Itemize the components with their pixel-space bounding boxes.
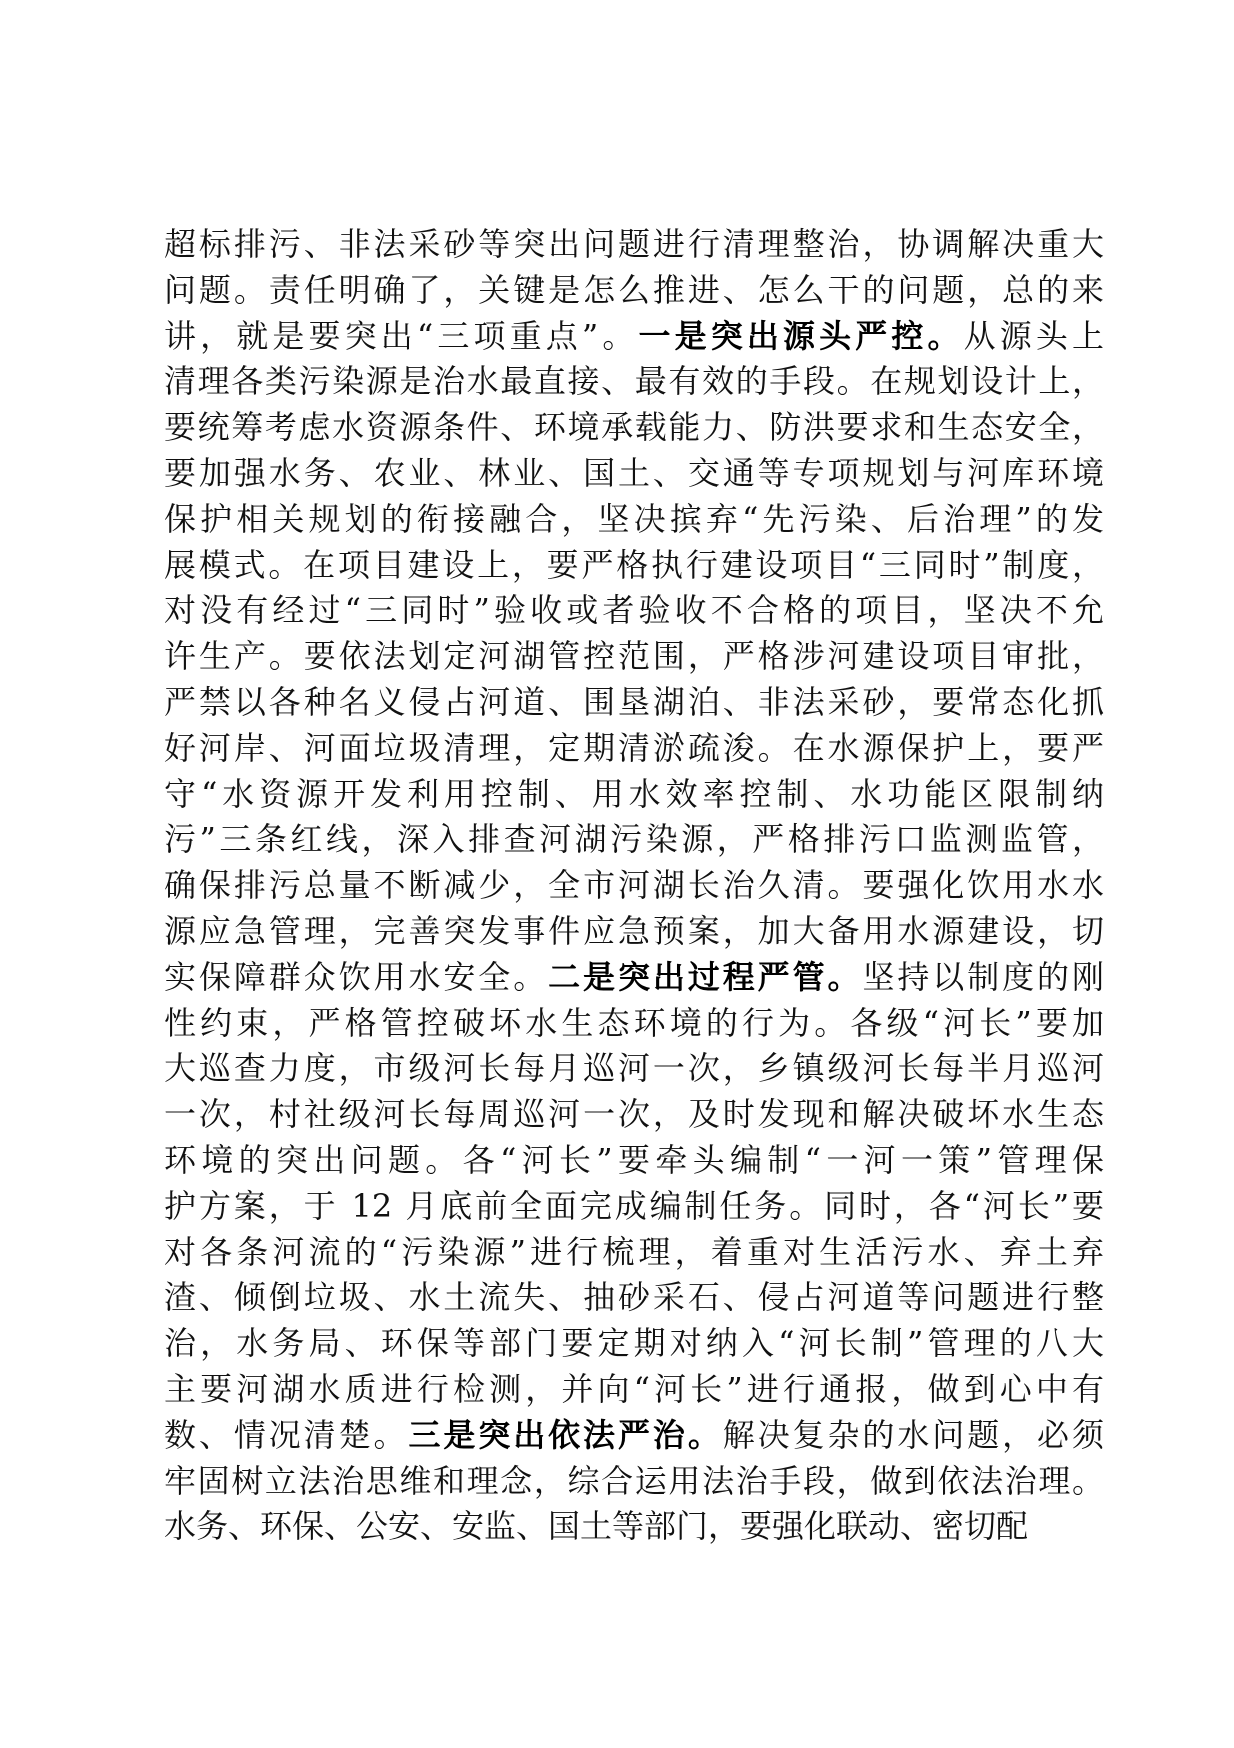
- text-run: 对各条河流的“污染源”进行梳理，着重对生活污水、弃土弃: [164, 1232, 1104, 1271]
- text-line: [164, 863, 1104, 909]
- text-run: 讲，就是要突出“三项重点”。: [164, 316, 639, 355]
- text-line: [164, 955, 1104, 1001]
- text-line: [164, 772, 1104, 818]
- text-line: [164, 1184, 1104, 1230]
- text-run: 护方案，于 12 月底前全面完成编制任务。同时，各“河长”要: [164, 1186, 1104, 1225]
- text-run: 问题。责任明确了，关键是怎么推进、怎么干的问题，总的来: [164, 270, 1104, 309]
- text-line: [164, 451, 1104, 497]
- text-run: 一次，村社级河长每周巡河一次，及时发现和解决破坏水生态: [164, 1095, 1104, 1134]
- text-line: [164, 543, 1104, 589]
- text-run: 严禁以各种名义侵占河道、围垦湖泊、非法采砂，要常态化抓: [164, 682, 1104, 721]
- text-line: [164, 314, 1104, 360]
- text-run: 要统筹考虑水资源条件、环境承载能力、防洪要求和生态安全，: [164, 408, 1104, 447]
- bold-heading: 一是突出源头严控。: [638, 316, 964, 355]
- text-line: [164, 1504, 1104, 1550]
- text-line: [164, 1001, 1104, 1047]
- text-line: [164, 1138, 1104, 1184]
- text-run: 确保排污总量不断减少，全市河湖长治久清。要强化饮用水水: [164, 866, 1104, 905]
- text-line: [164, 1413, 1104, 1459]
- text-run: 源应急管理，完善突发事件应急预案，加大备用水源建设，切: [164, 911, 1104, 950]
- text-run: 对没有经过“三同时”验收或者验收不合格的项目，坚决不允: [164, 591, 1104, 630]
- text-run: 主要河湖水质进行检测，并向“河长”进行通报，做到心中有: [164, 1369, 1104, 1408]
- text-line: [164, 405, 1104, 451]
- text-line: [164, 1092, 1104, 1138]
- text-line: [164, 268, 1104, 314]
- body-text: [164, 222, 1104, 1550]
- text-run: 超标排污、非法采砂等突出问题进行清理整治，协调解决重大: [164, 225, 1104, 263]
- text-run: 要加强水务、农业、林业、国土、交通等专项规划与河库环境: [164, 453, 1104, 492]
- text-run: 解决复杂的水问题，必须: [722, 1415, 1104, 1454]
- text-run: 污”三条红线，深入排查河湖污染源，严格排污口监测监管，: [164, 820, 1104, 859]
- text-line: [164, 1046, 1104, 1092]
- text-line: [164, 1275, 1104, 1321]
- text-run: 坚持以制度的刚: [862, 957, 1104, 996]
- text-run: 展模式。在项目建设上，要严格执行建设项目“三同时”制度，: [164, 545, 1104, 584]
- text-line: [164, 1367, 1104, 1413]
- text-line: [164, 1321, 1104, 1367]
- text-run: 保护相关规划的衔接融合，坚决摈弃“先污染、后治理”的发: [164, 499, 1104, 538]
- text-line: [164, 359, 1104, 405]
- text-run: 清理各类污染源是治水最直接、最有效的手段。在规划设计上，: [164, 362, 1104, 401]
- text-line: [164, 909, 1104, 955]
- text-run: 治，水务局、环保等部门要定期对纳入“河长制”管理的八大: [164, 1324, 1104, 1363]
- text-run: 数、情况清楚。: [164, 1415, 409, 1454]
- text-run: 渣、倾倒垃圾、水土流失、抽砂采石、侵占河道等问题进行整: [164, 1278, 1104, 1317]
- text-line: [164, 634, 1104, 680]
- text-line: [164, 222, 1104, 268]
- text-run: 好河岸、河面垃圾清理，定期清淤疏浚。在水源保护上，要严: [164, 728, 1104, 767]
- text-line: [164, 680, 1104, 726]
- text-line: [164, 497, 1104, 543]
- text-line: [164, 1459, 1104, 1505]
- text-line: [164, 817, 1104, 863]
- bold-heading: 三是突出依法严治。: [408, 1415, 723, 1454]
- text-run: 从源头上: [963, 316, 1104, 355]
- text-run: 水务、环保、公安、安监、国土等部门，要强化联动、密切配: [164, 1507, 1029, 1546]
- text-run: 大巡查力度，市级河长每月巡河一次，乡镇级河长每半月巡河: [164, 1049, 1104, 1088]
- text-run: 许生产。要依法划定河湖管控范围，严格涉河建设项目审批，: [164, 637, 1104, 676]
- text-run: 环境的突出问题。各“河长”要牵头编制“一河一策”管理保: [164, 1140, 1104, 1179]
- text-line: [164, 1230, 1104, 1276]
- text-line: [164, 726, 1104, 772]
- text-line: [164, 588, 1104, 634]
- text-run: 性约束，严格管控破坏水生态环境的行为。各级“河长”要加: [164, 1003, 1104, 1042]
- text-run: 牢固树立法治思维和理念，综合运用法治手段，做到依法治理。: [164, 1461, 1104, 1500]
- bold-heading: 二是突出过程严管。: [548, 957, 863, 996]
- text-run: 守“水资源开发利用控制、用水效率控制、水功能区限制纳: [164, 774, 1104, 813]
- text-run: 实保障群众饮用水安全。: [164, 957, 549, 996]
